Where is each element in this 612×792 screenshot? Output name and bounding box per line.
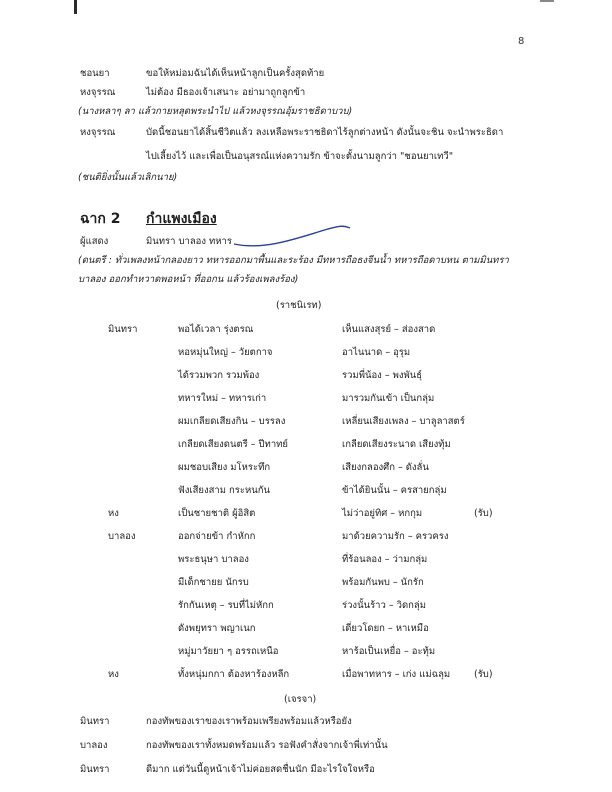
dialogue-speaker: หงจุรรณ (80, 127, 116, 138)
song-line-b: พร้อมกันพบ – นักรัก (342, 577, 424, 588)
song-speaker: บาลอง (108, 531, 136, 542)
dialogue-text: ไปเลี้ยงไว้ และเพื่อเป็นอนุสรณ์แห่งความรัก ข้าจะตั้งนามลูกว่า "ชอนยาเทวี" (146, 151, 454, 162)
dialogue-speaker: หงจุรรณ (80, 87, 116, 98)
song-line-a: ฟังเสียงสาม กระหนกัน (178, 485, 270, 496)
song-line-b: ที่ร้อนลอง – ว่ามกลุ่ม (342, 554, 428, 565)
scan-mark-top-right (540, 0, 554, 2)
song-line-a: ดังพยุทรา พญาเนก (178, 623, 256, 634)
scene-title: กำแพงเมือง (146, 211, 217, 227)
song-line-a: เป็นชายชาติ ผู้อิสิต (178, 508, 256, 519)
song-line-b: เสียงกลองศึก – ดังลั่น (342, 462, 429, 473)
song-line-b: เดี่ยวโดยก – หาเหมือ (342, 623, 429, 634)
dialogue-text: ดีมาก แต่วันนี้ดูหน้าเจ้าไม่ค่อยสดชื่นนัก มีอะไรใจใจหรือ (146, 764, 375, 775)
scene-label: ฉาก 2 (80, 211, 121, 227)
song-line-b: มาด้วยความรัก – ครวครง (342, 531, 449, 542)
song-speaker: มินทรา (108, 324, 138, 335)
dialogue-text: กองทัพของเราทั้งหมดพร้อมแล้ว รอฟังคำสั่งจากเจ้าพี่เท่านั้น (146, 740, 388, 751)
dialogue-speaker: มินทรา (80, 716, 110, 727)
song-line-a: พระธนุษา บาลอง (178, 554, 249, 565)
scene-direction: (ดนตรี : ทั่วเพลงหน้ากลองยาว ทหารออกมาพื้นและระร้อง มีทหารถือธงจีนน้ำ ทหารถือดาบหน ตามมินทรา (78, 255, 509, 266)
song-heading: (ราชนิเรท) (276, 300, 322, 311)
song-line-a: มีเด็กชายย นักรบ (178, 577, 249, 588)
song-speaker: หง (108, 508, 119, 519)
song-line-b: ไม่ว่าอยู่ทิศ – หกกุม (342, 508, 423, 519)
song-line-a: หอหมุ่นใหญ่ – วัยตกาจ (178, 347, 273, 358)
song-line-b: เห็นแสงสุรย์ – ส่องสาด (342, 324, 436, 335)
song-line-b: รวมพี่น้อง – พงพันธุ์ (342, 370, 423, 381)
cast-names: มินทรา บาลอง ทหาร (146, 236, 232, 247)
song-line-b: หาร้อเป็นเหยื่อ – อะทุ้ม (342, 646, 436, 657)
song-line-a: เกลียดเสียงดนตรี – ปีทาทย์ (178, 439, 288, 450)
sub-heading: (เจรจา) (284, 694, 317, 705)
dialogue-speaker: บาลอง (80, 740, 108, 751)
song-line-b: เหลี่ยนเสียงเพลง – บาลูลาสตร์ (342, 416, 465, 427)
song-line-b: เกลียดเสียงระนาด เสียงทุ้ม (342, 439, 451, 450)
song-line-b: เมื่อพาทหาร – เก่ง แม่ฉลุม (342, 669, 451, 680)
dialogue-text: ขอให้หม่อมฉันได้เห็นหน้าลูกเป็นครั้งสุดท้าย (146, 68, 325, 79)
song-line-b: ข้าได้ยินนั้น – ครสายกลุ่ม (342, 485, 447, 496)
song-line-a: หมู่มาวัยยา ๆ อรรถเหนือ (178, 646, 279, 657)
dialogue-text: กองทัพของเราของเราพร้อมเพรียงพร้อมแล้วหรือยัง (146, 716, 352, 727)
scene-direction: บาลอง ออกทำหวาดพอหน้า ที่ออกน แล้วร้องเพลงร้อง) (78, 274, 299, 285)
song-line-a: รักกันเหตุ – รบที่ไม่หักก (178, 600, 274, 611)
song-line-a: ทั้งหนุ่มกกา ต้องหาร้องหลีก (178, 669, 290, 680)
cast-label: ผู้แสดง (80, 236, 109, 247)
song-line-a: ออกจ่ายข้า กำหักก (178, 531, 256, 542)
song-speaker: หง (108, 669, 119, 680)
scan-mark-top (74, 0, 77, 14)
song-line-b: มารวมกันเข้า เป็นกลุ่ม (342, 393, 435, 404)
song-line-a: พอได้เวลา รุ่งตรณ (178, 324, 254, 335)
dialogue-text: บัดนี้ชอนยาได้สิ้นชีวิตแล้ว ลงเหลือพระราชธิดาไร้ลูกต่างหน้า ดังนั้นจะชิน จะนำพระธิดา (146, 127, 504, 138)
page-number: 8 (518, 36, 525, 47)
dialogue-speaker: ชอนยา (80, 68, 110, 79)
song-line-a: ผมเกลียดเสียงกิน – บรรลง (178, 416, 286, 427)
song-line-a: ได้รวมพวก รวมพ้อง (178, 370, 260, 381)
song-line-a: ทหารใหม่ – ทหารเก่า (178, 393, 267, 404)
stage-direction: (ชนติยิ่งนั้นแล้วเลิกนาย) (78, 172, 178, 183)
dialogue-text: ไม่ต้อง มีธองเจ้าเสนาะ อย่ามาถูกลูกข้า (146, 87, 306, 98)
song-line-b: ร่วงนั้นร้าว – วิดกลุ่ม (342, 600, 426, 611)
pen-stroke-mark (232, 224, 352, 252)
song-response: (รับ) (474, 669, 493, 680)
dialogue-speaker: มินทรา (80, 764, 110, 775)
song-response: (รับ) (474, 508, 493, 519)
song-line-a: ผมชอบเสียง มโหระทึก (178, 462, 271, 473)
stage-direction: (นางหลาๆ ลา แล้วกายหลุดพระนำไป แล้วหงจุรรณอุ้มราชธิดาบวบ) (78, 106, 353, 117)
song-line-b: อาไนนาด – อุรุม (342, 347, 411, 358)
